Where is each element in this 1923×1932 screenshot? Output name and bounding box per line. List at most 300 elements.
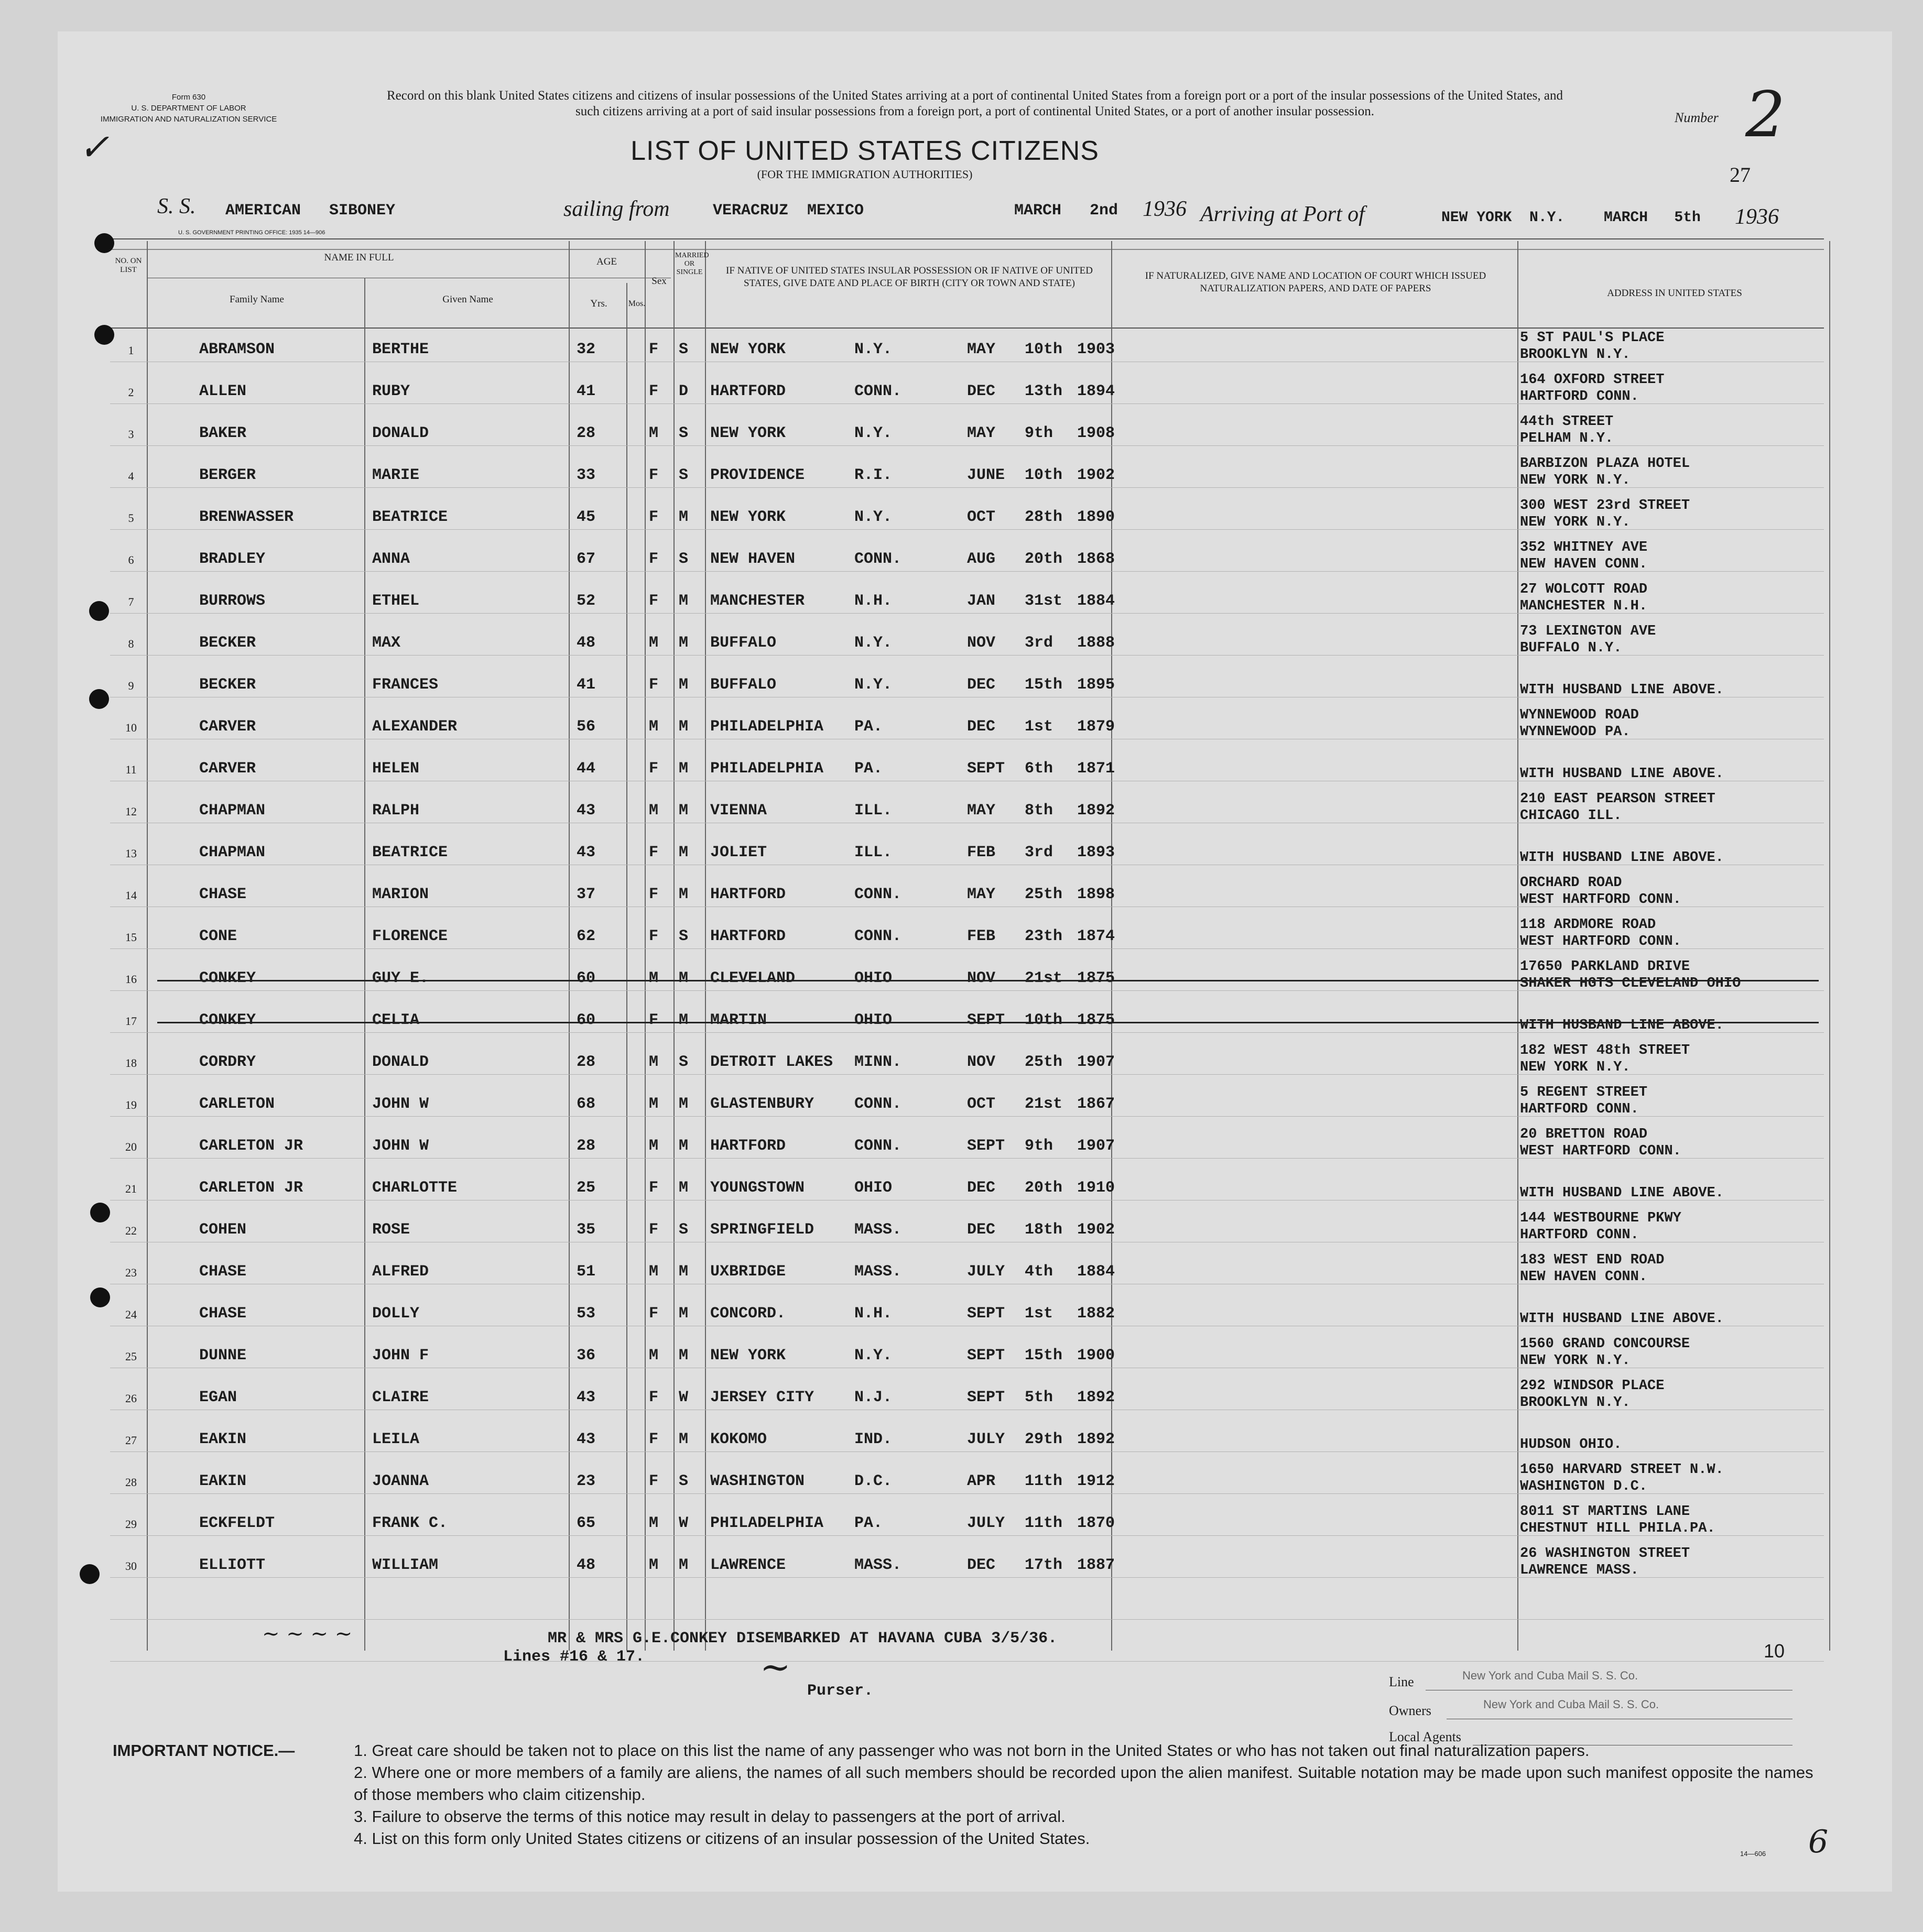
header-sex: Sex xyxy=(651,276,667,287)
sex: F xyxy=(649,1472,659,1490)
sex: F xyxy=(649,1305,659,1323)
address-line-1: 8011 ST MARTINS LANE xyxy=(1520,1504,1690,1520)
birth-month: APR xyxy=(967,1472,996,1490)
birth-month: OCT xyxy=(967,508,996,526)
birth-month: JULY xyxy=(967,1263,1005,1281)
row-number: 21 xyxy=(125,1182,137,1195)
sailing-label: sailing from xyxy=(563,197,670,221)
birth-month: FEB xyxy=(967,927,996,945)
birth-year: 1890 xyxy=(1077,508,1115,526)
given-name: LEILA xyxy=(372,1431,420,1448)
given-name: HELEN xyxy=(372,760,420,778)
family-name: EAKIN xyxy=(199,1431,247,1448)
birth-month: JAN xyxy=(967,592,996,610)
address-line-2: LAWRENCE MASS. xyxy=(1520,1563,1639,1578)
birth-state: N.Y. xyxy=(854,1347,893,1365)
punch-hole xyxy=(94,325,114,345)
birth-city: VIENNA xyxy=(710,802,767,820)
row-number: 17 xyxy=(125,1014,137,1028)
age-years: 28 xyxy=(577,424,596,442)
address-line-1: 1560 GRAND CONCOURSE xyxy=(1520,1336,1690,1352)
ss-label: S. S. xyxy=(157,194,196,219)
header-no-on-list: NO. ON LIST xyxy=(115,257,142,274)
birth-day: 15th xyxy=(1025,676,1063,694)
address-line-2: BROOKLYN N.Y. xyxy=(1520,1395,1631,1411)
address-line-2: HARTFORD CONN. xyxy=(1520,1101,1639,1117)
birth-year: 1900 xyxy=(1077,1347,1115,1365)
birth-state: CONN. xyxy=(854,1137,902,1155)
preamble-text: Record on this blank United States citizens and citizens of insular possessions of the United States arriving at a port of continental United States from a foreign port or a port of the insular possessions of the United States, and such citizens arriving at a port of said insular possessions from a foreign port, a port of continental United States, or a port of another insular possession. xyxy=(387,89,1563,118)
list-subtitle: (FOR THE IMMIGRATION AUTHORITIES) xyxy=(757,168,973,181)
row-number: 3 xyxy=(128,428,134,441)
family-name: CONE xyxy=(199,927,237,945)
punch-hole xyxy=(90,1203,110,1222)
birth-year: 1907 xyxy=(1077,1137,1115,1155)
birth-day: 10th xyxy=(1025,341,1063,358)
address-line-2: WYNNEWOOD PA. xyxy=(1520,724,1631,740)
header-given-name: Given Name xyxy=(442,294,493,305)
footer-code: 14—606 xyxy=(1740,1850,1766,1858)
age-years: 44 xyxy=(577,760,596,778)
address-line-2: NEW YORK N.Y. xyxy=(1520,515,1631,530)
marital-status: S xyxy=(679,466,689,484)
birth-state: N.H. xyxy=(854,1305,893,1323)
birth-year: 1868 xyxy=(1077,550,1115,568)
sex: F xyxy=(649,927,659,945)
address-line-2: BUFFALO N.Y. xyxy=(1520,640,1622,656)
sex: M xyxy=(649,969,659,987)
birth-year: 1874 xyxy=(1077,927,1115,945)
sex: F xyxy=(649,1221,659,1239)
age-years: 67 xyxy=(577,550,596,568)
family-name: BRADLEY xyxy=(199,550,266,568)
row-number: 9 xyxy=(128,679,134,692)
marital-status: M xyxy=(679,1305,689,1323)
sex: F xyxy=(649,341,659,358)
marital-status: M xyxy=(679,1431,689,1448)
sex: M xyxy=(649,1053,659,1071)
sex: M xyxy=(649,1556,659,1574)
arrival-year: 1936 xyxy=(1735,205,1779,229)
birth-state: IND. xyxy=(854,1431,893,1448)
header-naturalization: IF NATURALIZED, GIVE NAME AND LOCATION OF COURT WHICH ISSUED NATURALIZATION PAPERS, AND DATE OF PAPERS xyxy=(1145,270,1486,294)
row-number: 18 xyxy=(125,1056,137,1069)
birth-day: 3rd xyxy=(1025,634,1053,652)
birth-year: 1908 xyxy=(1077,424,1115,442)
notice-label: IMPORTANT NOTICE.— xyxy=(113,1741,295,1760)
family-name: CHASE xyxy=(199,1305,247,1323)
age-years: 43 xyxy=(577,1431,596,1448)
birth-year: 1867 xyxy=(1077,1095,1115,1113)
marital-status: S xyxy=(679,1053,689,1071)
punch-hole xyxy=(89,601,109,621)
address-line-2: NEW YORK N.Y. xyxy=(1520,1353,1631,1369)
birth-state: N.Y. xyxy=(854,508,893,526)
birth-state: MASS. xyxy=(854,1556,902,1574)
birth-city: MARTIN xyxy=(710,1011,767,1029)
address-line-1: 20 BRETTON ROAD xyxy=(1520,1127,1648,1142)
row-number: 19 xyxy=(125,1098,137,1111)
family-name: ELLIOTT xyxy=(199,1556,266,1574)
address-line-2: NEW YORK N.Y. xyxy=(1520,1060,1631,1075)
family-name: CONKEY xyxy=(199,1011,256,1029)
family-name: CARLETON JR xyxy=(199,1179,303,1197)
address-line-1: 352 WHITNEY AVE xyxy=(1520,540,1648,555)
birth-day: 25th xyxy=(1025,1053,1063,1071)
birth-day: 15th xyxy=(1025,1347,1063,1365)
row-number: 8 xyxy=(128,637,134,650)
birth-day: 1st xyxy=(1025,718,1053,736)
birth-year: 1902 xyxy=(1077,466,1115,484)
age-years: 52 xyxy=(577,592,596,610)
sex: F xyxy=(649,760,659,778)
age-years: 35 xyxy=(577,1221,596,1239)
birth-state: N.Y. xyxy=(854,634,893,652)
important-notice xyxy=(113,1740,1827,1850)
header-age-years: Yrs. xyxy=(590,298,607,309)
marital-status: S xyxy=(679,1221,689,1239)
family-name: DUNNE xyxy=(199,1347,247,1365)
given-name: FLORENCE xyxy=(372,927,448,945)
address-line-1: ORCHARD ROAD xyxy=(1520,875,1622,891)
birth-state: PA. xyxy=(854,718,883,736)
marital-status: W xyxy=(679,1389,689,1406)
marital-status: M xyxy=(679,508,689,526)
address-line-1: 144 WESTBOURNE PKWY xyxy=(1520,1210,1681,1226)
birth-city: NEW HAVEN xyxy=(710,550,796,568)
birth-state: D.C. xyxy=(854,1472,893,1490)
row-number: 4 xyxy=(128,470,134,483)
owners-label: Owners xyxy=(1389,1703,1431,1718)
owners-stamp: New York and Cuba Mail S. S. Co. xyxy=(1483,1698,1659,1711)
age-years: 65 xyxy=(577,1514,596,1532)
age-years: 60 xyxy=(577,969,596,987)
birth-year: 1884 xyxy=(1077,1263,1115,1281)
footer-page-number: 6 xyxy=(1808,1824,1829,1860)
birth-day: 20th xyxy=(1025,1179,1063,1197)
birth-day: 25th xyxy=(1025,886,1063,903)
birth-year: 1892 xyxy=(1077,1431,1115,1448)
given-name: JOHN W xyxy=(372,1137,429,1155)
purser-label: Purser. xyxy=(807,1682,874,1700)
age-years: 28 xyxy=(577,1137,596,1155)
birth-city: CLEVELAND xyxy=(710,969,796,987)
given-name: CLAIRE xyxy=(372,1389,429,1406)
birth-year: 1895 xyxy=(1077,676,1115,694)
punch-hole xyxy=(89,689,109,709)
birth-month: DEC xyxy=(967,718,996,736)
given-name: FRANCES xyxy=(372,676,439,694)
family-name: CARVER xyxy=(199,760,256,778)
sex: M xyxy=(649,1263,659,1281)
birth-day: 20th xyxy=(1025,550,1063,568)
marital-status: M xyxy=(679,592,689,610)
birth-city: MANCHESTER xyxy=(710,592,805,610)
given-name: ALFRED xyxy=(372,1263,429,1281)
birth-month: MAY xyxy=(967,424,996,442)
birth-month: MAY xyxy=(967,341,996,358)
birth-state: CONN. xyxy=(854,550,902,568)
birth-state: N.H. xyxy=(854,592,893,610)
row-number: 11 xyxy=(125,763,137,776)
address-line-1: 17650 PARKLAND DRIVE xyxy=(1520,959,1690,975)
given-name: DOLLY xyxy=(372,1305,420,1323)
birth-year: 1912 xyxy=(1077,1472,1115,1490)
birth-state: CONN. xyxy=(854,383,902,400)
given-name: CHARLOTTE xyxy=(372,1179,458,1197)
birth-day: 5th xyxy=(1025,1389,1053,1406)
birth-city: JERSEY CITY xyxy=(710,1389,814,1406)
birth-city: HARTFORD xyxy=(710,927,786,945)
ruled-line xyxy=(110,1661,1824,1662)
line-label: Line xyxy=(1389,1674,1414,1689)
birth-city: UXBRIDGE xyxy=(710,1263,786,1281)
birth-month: MAY xyxy=(967,886,996,903)
birth-state: OHIO xyxy=(854,969,893,987)
birth-year: 1887 xyxy=(1077,1556,1115,1574)
sex: F xyxy=(649,508,659,526)
departure-date: MARCH 2nd xyxy=(1014,202,1118,220)
row-number: 14 xyxy=(125,889,137,902)
birth-month: SEPT xyxy=(967,1011,1005,1029)
row-number: 13 xyxy=(125,847,137,860)
birth-month: DEC xyxy=(967,1179,996,1197)
sex: M xyxy=(649,424,659,442)
row-number: 16 xyxy=(125,973,137,986)
service-name: IMMIGRATION AND NATURALIZATION SERVICE xyxy=(100,115,277,124)
birth-city: NEW YORK xyxy=(710,424,786,442)
marital-status: M xyxy=(679,676,689,694)
marital-status: S xyxy=(679,550,689,568)
marital-status: M xyxy=(679,718,689,736)
birth-state: N.Y. xyxy=(854,676,893,694)
birth-day: 10th xyxy=(1025,1011,1063,1029)
address-line-1: 1650 HARVARD STREET N.W. xyxy=(1520,1462,1724,1478)
birth-month: FEB xyxy=(967,844,996,861)
family-name: ABRAMSON xyxy=(199,341,275,358)
address-line-1: 164 OXFORD STREET xyxy=(1520,372,1665,388)
family-name: BRENWASSER xyxy=(199,508,294,526)
birth-month: SEPT xyxy=(967,1137,1005,1155)
birth-month: NOV xyxy=(967,969,996,987)
age-years: 53 xyxy=(577,1305,596,1323)
birth-city: PHILADELPHIA xyxy=(710,1514,824,1532)
birth-state: MASS. xyxy=(854,1221,902,1239)
marital-status: M xyxy=(679,886,689,903)
address-line-1: 300 WEST 23rd STREET xyxy=(1520,498,1690,514)
age-years: 48 xyxy=(577,1556,596,1574)
row-number: 24 xyxy=(125,1308,137,1321)
marital-status: M xyxy=(679,969,689,987)
given-name: JOHN F xyxy=(372,1347,429,1365)
check-mark-icon: ✓ xyxy=(79,126,110,169)
marital-status: M xyxy=(679,1011,689,1029)
row-number: 28 xyxy=(125,1476,137,1489)
row-number: 6 xyxy=(128,553,134,566)
sex: F xyxy=(649,383,659,400)
header-family-name: Family Name xyxy=(230,294,284,305)
given-name: MARION xyxy=(372,886,429,903)
address-line-2: CHICAGO ILL. xyxy=(1520,808,1622,824)
birth-day: 1st xyxy=(1025,1305,1053,1323)
header-age-months: Mos. xyxy=(628,299,646,308)
given-name: DONALD xyxy=(372,1053,429,1071)
given-name: DONALD xyxy=(372,424,429,442)
birth-state: CONN. xyxy=(854,927,902,945)
age-years: 25 xyxy=(577,1179,596,1197)
birth-year: 1871 xyxy=(1077,760,1115,778)
birth-city: NEW YORK xyxy=(710,341,786,358)
address-line-1: 210 EAST PEARSON STREET xyxy=(1520,791,1715,807)
birth-month: JULY xyxy=(967,1431,1005,1448)
birth-city: HARTFORD xyxy=(710,1137,786,1155)
family-name: CARLETON xyxy=(199,1095,275,1113)
family-name: CHASE xyxy=(199,886,247,903)
birth-year: 1882 xyxy=(1077,1305,1115,1323)
notice-item: 3. Failure to observe the terms of this notice may result in delay to passengers at the port of arrival. xyxy=(354,1807,1066,1826)
header-address: ADDRESS IN UNITED STATES xyxy=(1607,288,1742,299)
birth-state: OHIO xyxy=(854,1011,893,1029)
corner-mark: 27 xyxy=(1730,163,1751,187)
birth-state: PA. xyxy=(854,1514,883,1532)
row-number: 2 xyxy=(128,386,134,399)
birth-city: GLASTENBURY xyxy=(710,1095,814,1113)
arriving-label: Arriving at Port of xyxy=(1200,202,1365,226)
address-line-1: 73 LEXINGTON AVE xyxy=(1520,624,1656,639)
birth-city: DETROIT LAKES xyxy=(710,1053,833,1071)
address-line-2: SHAKER HGTS CLEVELAND OHIO xyxy=(1520,976,1741,991)
marital-status: M xyxy=(679,1137,689,1155)
birth-city: CONCORD. xyxy=(710,1305,786,1323)
birth-day: 13th xyxy=(1025,383,1063,400)
marital-status: M xyxy=(679,844,689,861)
row-number: 5 xyxy=(128,511,134,525)
birth-month: MAY xyxy=(967,802,996,820)
arrival-port: NEW YORK N.Y. xyxy=(1441,210,1565,226)
sex: F xyxy=(649,1179,659,1197)
number-value: 2 xyxy=(1745,79,1786,151)
birth-year: 1870 xyxy=(1077,1514,1115,1532)
header-married-single: MARRIED OR SINGLE xyxy=(675,252,709,276)
birth-state: N.J. xyxy=(854,1389,893,1406)
birth-city: PHILADELPHIA xyxy=(710,760,824,778)
address-line-1: 118 ARDMORE ROAD xyxy=(1520,917,1656,933)
given-name: CELIA xyxy=(372,1011,420,1029)
family-name: CHASE xyxy=(199,1263,247,1281)
birth-day: 11th xyxy=(1025,1472,1063,1490)
page-count: 10 xyxy=(1764,1640,1785,1662)
birth-month: SEPT xyxy=(967,1347,1005,1365)
birth-month: SEPT xyxy=(967,1305,1005,1323)
arrival-date: MARCH 5th xyxy=(1604,210,1701,226)
sex: F xyxy=(649,886,659,903)
row-number: 30 xyxy=(125,1559,137,1573)
birth-day: 10th xyxy=(1025,466,1063,484)
address-line-2: WITH HUSBAND LINE ABOVE. xyxy=(1520,850,1724,866)
birth-state: CONN. xyxy=(854,886,902,903)
birth-state: OHIO xyxy=(854,1179,893,1197)
header-birth-place-date: IF NATIVE OF UNITED STATES INSULAR POSSESSION OR IF NATIVE OF UNITED STATES, GIVE DATE AND PLACE OF BIRTH (CITY OR TOWN AND STATE) xyxy=(726,265,1093,289)
birth-city: SPRINGFIELD xyxy=(710,1221,814,1239)
marital-status: M xyxy=(679,1556,689,1574)
row-number: 23 xyxy=(125,1266,137,1279)
birth-year: 1910 xyxy=(1077,1179,1115,1197)
given-name: ROSE xyxy=(372,1221,410,1239)
age-years: 43 xyxy=(577,1389,596,1406)
number-label: Number xyxy=(1675,110,1719,125)
family-name: CARLETON JR xyxy=(199,1137,303,1155)
local-agents-label: Local Agents xyxy=(1389,1729,1461,1744)
row-number: 1 xyxy=(128,344,134,357)
disembarked-note: MR & MRS G.E.CONKEY DISEMBARKED AT HAVANA CUBA 3/5/36. xyxy=(548,1630,1058,1647)
row-number: 15 xyxy=(125,931,137,944)
address-line-1: 183 WEST END ROAD xyxy=(1520,1252,1665,1268)
birth-year: 1888 xyxy=(1077,634,1115,652)
address-line-2: HARTFORD CONN. xyxy=(1520,1227,1639,1243)
age-years: 60 xyxy=(577,1011,596,1029)
punch-hole xyxy=(80,1564,100,1584)
sex: F xyxy=(649,592,659,610)
marital-status: M xyxy=(679,802,689,820)
marital-status: M xyxy=(679,1095,689,1113)
age-years: 62 xyxy=(577,927,596,945)
age-years: 68 xyxy=(577,1095,596,1113)
birth-day: 18th xyxy=(1025,1221,1063,1239)
address-line-2: WEST HARTFORD CONN. xyxy=(1520,892,1681,908)
age-years: 56 xyxy=(577,718,596,736)
birth-day: 9th xyxy=(1025,424,1053,442)
form-identifier xyxy=(94,92,283,125)
family-name: EGAN xyxy=(199,1389,237,1406)
marital-status: S xyxy=(679,1472,689,1490)
birth-city: BUFFALO xyxy=(710,676,777,694)
age-years: 28 xyxy=(577,1053,596,1071)
birth-day: 8th xyxy=(1025,802,1053,820)
family-name: CARVER xyxy=(199,718,256,736)
row-number: 29 xyxy=(125,1518,137,1531)
age-years: 32 xyxy=(577,341,596,358)
ship-name: AMERICAN SIBONEY xyxy=(225,202,396,220)
birth-month: DEC xyxy=(967,676,996,694)
address-line-1: 44th STREET xyxy=(1520,414,1614,430)
birth-state: ILL. xyxy=(854,802,893,820)
purser-signature: ~ xyxy=(760,1645,791,1688)
birth-month: AUG xyxy=(967,550,996,568)
birth-day: 17th xyxy=(1025,1556,1063,1574)
family-name: BURROWS xyxy=(199,592,266,610)
notice-item: 1. Great care should be taken not to place on this list the name of any passenger who was not born in the United States or who has not taken out final naturalization papers. xyxy=(354,1741,1590,1760)
birth-state: N.Y. xyxy=(854,341,893,358)
birth-year: 1879 xyxy=(1077,718,1115,736)
row-number: 27 xyxy=(125,1434,137,1447)
form-number: Form 630 xyxy=(171,93,206,102)
birth-city: HARTFORD xyxy=(710,886,786,903)
birth-year: 1884 xyxy=(1077,592,1115,610)
age-years: 51 xyxy=(577,1263,596,1281)
age-years: 43 xyxy=(577,844,596,861)
address-line-1: 182 WEST 48th STREET xyxy=(1520,1043,1690,1058)
family-name: BECKER xyxy=(199,634,256,652)
printer-note: U. S. GOVERNMENT PRINTING OFFICE: 1935 14—906 xyxy=(178,230,325,236)
address-line-2: NEW YORK N.Y. xyxy=(1520,473,1631,488)
birth-day: 23th xyxy=(1025,927,1063,945)
birth-state: ILL. xyxy=(854,844,893,861)
row-number: 25 xyxy=(125,1350,137,1363)
birth-city: HARTFORD xyxy=(710,383,786,400)
birth-month: NOV xyxy=(967,634,996,652)
birth-month: JUNE xyxy=(967,466,1005,484)
age-years: 45 xyxy=(577,508,596,526)
